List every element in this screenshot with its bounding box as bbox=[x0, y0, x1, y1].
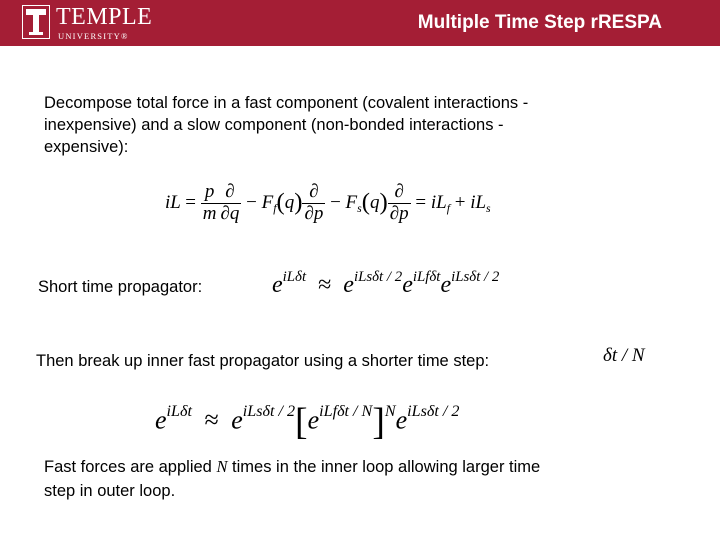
short-time-label: Short time propagator: bbox=[38, 278, 203, 296]
fraction-d-dp-slow: $\frac{\partial}{\partial p}$ bbox=[389, 181, 409, 224]
intro-line-3: expensive): bbox=[44, 138, 129, 156]
fraction-d-dq: $\frac{\partial}{\partial q}$ bbox=[220, 181, 240, 224]
inner-time-step: δt / N bbox=[603, 345, 645, 366]
n-symbol: N bbox=[216, 457, 228, 476]
logo-subtitle: UNIVERSITY® bbox=[58, 31, 129, 41]
fraction-p-over-m: $\frac{p}{m}$ bbox=[202, 181, 217, 224]
temple-university-logo bbox=[22, 4, 172, 42]
short-time-propagator: $e^{iL\delta t} \approx e^{iLs\delta t / 2}e^{iLf\delta t}e^{iLs\delta t / 2}$ bbox=[272, 268, 500, 298]
temple-t-icon bbox=[22, 5, 50, 39]
intro-line-1: Decompose total force in a fast component (covalent interactions - bbox=[44, 94, 529, 112]
fast-forces-line-1: Fast forces are applied N times in the inner loop allowing larger time bbox=[44, 457, 541, 476]
liouville-equation: iL = $\frac{p}{m}$ $\frac{\partial}{\partial q}$ − $F_f(q)$ $\frac{\partial}{\partial p}$ − $F_s(q)$ $\frac{\partial}{\partial p}$ = $iL_f + iL_s$ bbox=[165, 181, 491, 224]
logo-wordmark: TEMPLE bbox=[56, 4, 153, 30]
fast-forces-line-2: step in outer loop. bbox=[44, 482, 176, 500]
slide-title: Multiple Time Step rRESPA bbox=[417, 12, 662, 33]
slide-header bbox=[0, 0, 720, 46]
intro-line-2: inexpensive) and a slow component (non-bonded interactions - bbox=[44, 116, 504, 134]
inner-propagator-equation: $e^{iL\delta t} \approx e^{iLs\delta t / 2}[e^{iLf\delta t / N}]^Ne^{iLs\delta t / 2}$ bbox=[155, 401, 460, 443]
breakup-label: Then break up inner fast propagator using a shorter time step: bbox=[36, 352, 490, 370]
fraction-d-dp-fast: $\frac{\partial}{\partial p}$ bbox=[304, 181, 324, 224]
